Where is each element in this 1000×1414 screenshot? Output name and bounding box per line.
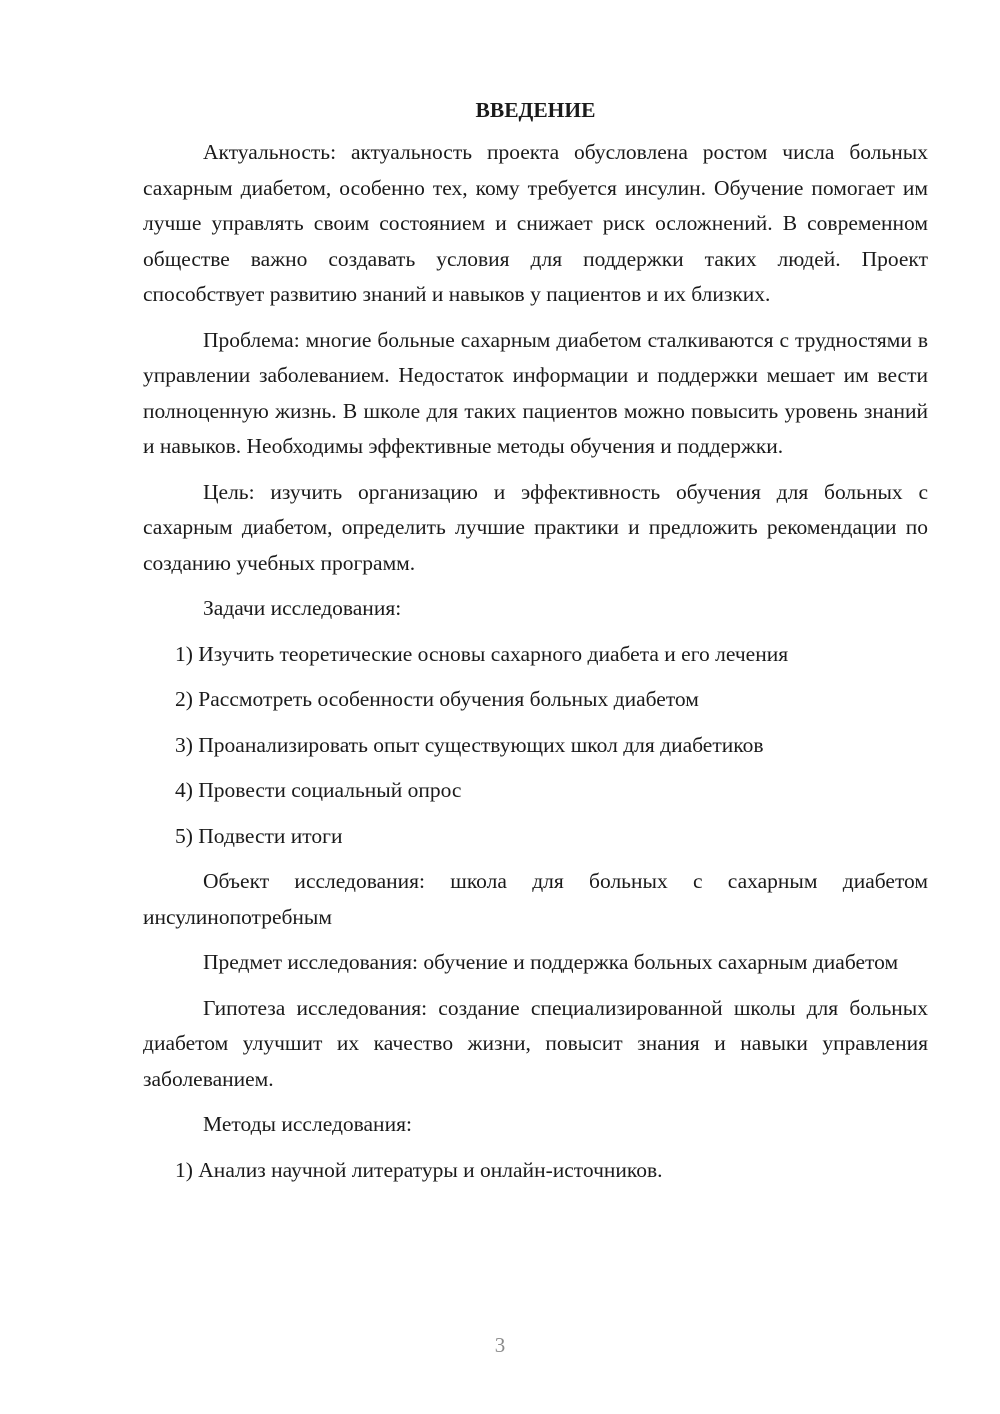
methods-list (143, 1153, 928, 1189)
section-heading: ВВЕДЕНИЕ (475, 98, 596, 122)
tasks-title: Задачи исследования: (203, 596, 402, 620)
task-item: 5) Подвести итоги (175, 823, 343, 848)
problem-paragraph: Проблема: многие больные сахарным диабетом сталкиваются с трудностями в управлении заболеванием. Недостаток информации и поддержки мешает им вести полноценную жизнь. В школе для таких пациентов можно повысить уровень знаний и навыков. Необходимы эффективные методы обучения и поддержки. (143, 327, 928, 458)
task-item: 1) Изучить теоретические основы сахарного диабета и его лечения (175, 641, 789, 666)
task-item: 2) Рассмотреть особенности обучения больных диабетом (175, 687, 699, 711)
method-item: 1) Анализ научной литературы и онлайн-источников. (175, 1157, 663, 1182)
tasks-list (143, 637, 928, 855)
goal-paragraph: Цель: изучить организацию и эффективность обучения для больных с сахарным диабетом, определить лучшие практики и предложить рекомендации по созданию учебных программ. (143, 479, 928, 575)
relevance-paragraph: Актуальность: актуальность проекта обусловлена ростом числа больных сахарным диабетом, особенно тех, кому требуется инсулин. Обучение помогает им лучше управлять своим состоянием и снижает риск осложнений. В современном обществе важно создавать условия для поддержки таких людей. Проект способствует развитию знаний и навыков у пациентов и их близких. (143, 140, 928, 306)
document-page (143, 95, 928, 1198)
task-item: 4) Провести социальный опрос (175, 778, 462, 802)
page-number: 3 (494, 1333, 506, 1357)
task-item: 3) Проанализировать опыт существующих школ для диабетиков (175, 732, 764, 757)
hypothesis-paragraph: Гипотеза исследования: создание специализированной школы для больных диабетом улучшит их качество жизни, повысит знания и навыки управления заболеванием. (143, 995, 928, 1091)
methods-title: Методы исследования: (203, 1112, 412, 1136)
object-paragraph: Объект исследования: школа для больных с сахарным диабетом инсулинопотребным (143, 869, 928, 929)
subject-paragraph: Предмет исследования: обучение и поддержка больных сахарным диабетом (203, 950, 899, 974)
